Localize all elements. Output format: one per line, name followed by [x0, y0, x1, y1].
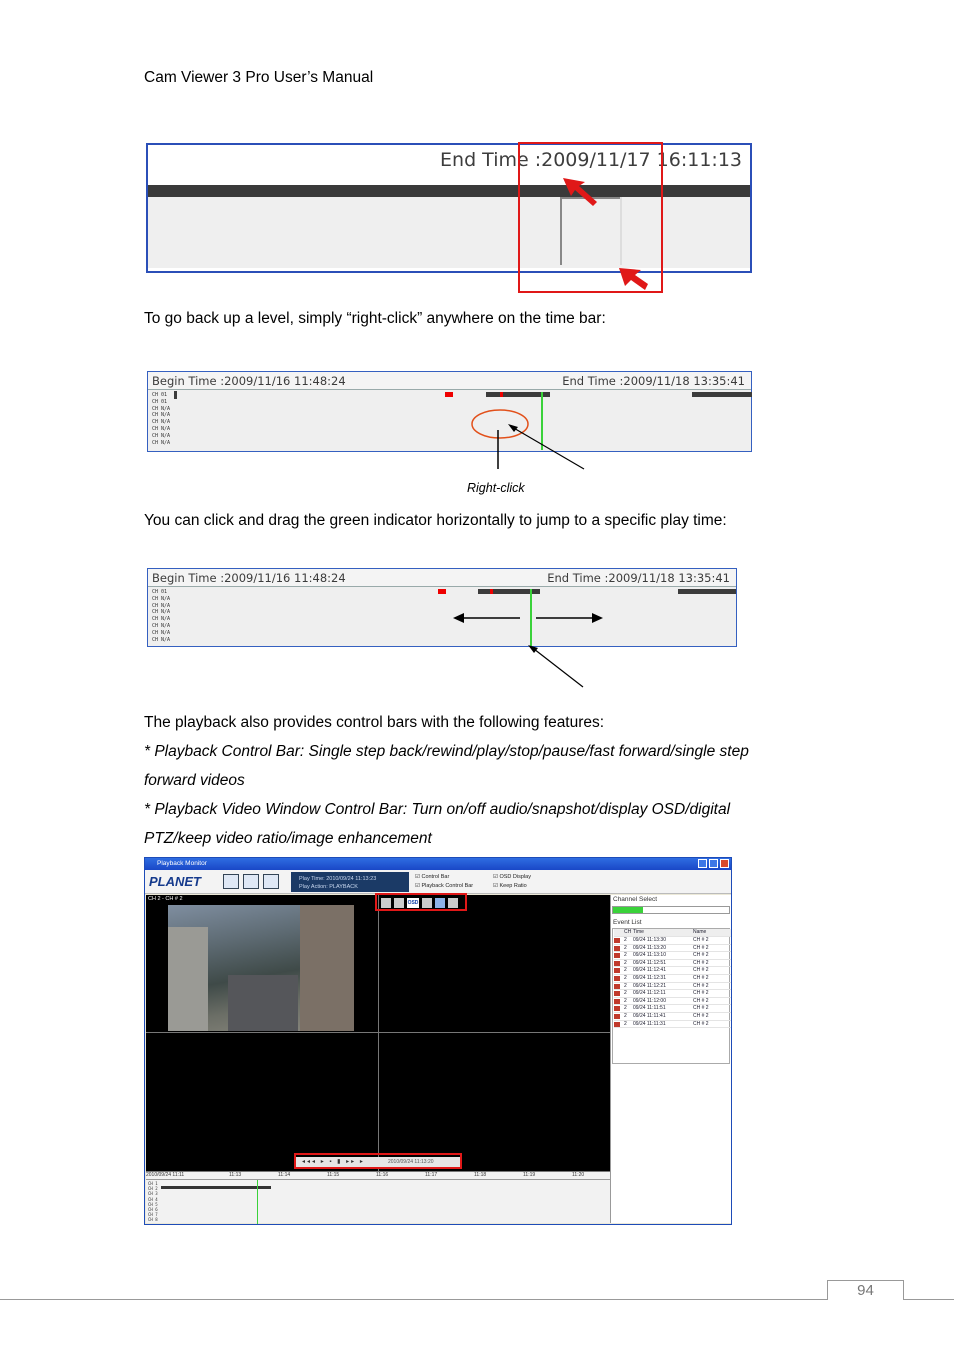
event-name: CH # 2 — [693, 959, 709, 966]
event-icon — [614, 961, 620, 966]
event-time: 09/24 11:12:11 — [633, 990, 666, 997]
close-icon[interactable] — [720, 859, 729, 868]
camera-video-frame — [168, 905, 354, 1031]
timeline-figure-drag — [147, 568, 737, 647]
play-info-panel — [291, 872, 409, 892]
event-time: 09/24 11:11:41 — [633, 1013, 666, 1019]
channel-labels: CH 01 CH N/A CH N/A CH N/A CH N/A CH N/A CH N/A CH N/A — [152, 589, 171, 643]
end-time-label: End Time :2009/11/18 13:35:41 — [562, 374, 745, 388]
event-icon — [614, 1006, 620, 1011]
event-name: CH # 2 — [693, 952, 709, 959]
event-name: CH # 2 — [693, 997, 709, 1004]
right-click-caption: Right-click — [467, 481, 525, 495]
osd-toggle-button[interactable]: OSD — [407, 900, 419, 906]
video-control-highlight — [375, 893, 467, 911]
timeline-label: 11:20 — [572, 1172, 585, 1178]
event-icon — [614, 953, 620, 958]
window-title: Playback Monitor — [157, 860, 207, 867]
end-time-label: End Time :2009/11/18 13:35:41 — [547, 571, 730, 585]
building-right — [300, 905, 354, 1031]
arrowhead-icon — [528, 645, 538, 653]
minimize-icon[interactable] — [698, 859, 707, 868]
event-name: CH # 2 — [693, 1013, 709, 1019]
grid-divider-h — [146, 1032, 610, 1033]
event-time: 09/24 11:13:10 — [633, 952, 666, 959]
event-row[interactable] — [614, 945, 732, 953]
window-titlebar — [145, 858, 731, 870]
event-row[interactable] — [614, 990, 732, 998]
timeline-label: 11:14 — [278, 1172, 291, 1178]
event-marker — [490, 589, 493, 594]
video-grid[interactable] — [146, 895, 610, 1171]
bullet-playback-control-line1: * Playback Control Bar: Single step back/rewind/play/stop/pause/fast forward/single step — [144, 743, 749, 760]
monitor-icon[interactable] — [223, 874, 239, 889]
playback-control-highlight — [294, 1153, 462, 1169]
options-col2 — [493, 873, 531, 891]
event-name: CH # 2 — [693, 1020, 709, 1027]
event-name: CH # 2 — [693, 990, 709, 997]
event-row[interactable] — [614, 1021, 732, 1029]
playback-control-bar-checkbox[interactable]: ☑ Playback Control Bar — [415, 883, 474, 889]
bullet-playback-control-line2: forward videos — [144, 772, 245, 789]
page-number: 94 — [827, 1280, 904, 1300]
maximize-icon[interactable] — [709, 859, 718, 868]
event-time: 09/24 11:11:31 — [633, 1020, 666, 1027]
event-row[interactable] — [614, 975, 732, 983]
channel-labels: CH 01 CH 01 CH N/A CH N/A CH N/A CH N/A CH N/A CH N/A — [152, 392, 171, 446]
event-time: 09/24 11:12:21 — [633, 982, 666, 989]
event-name: CH # 2 — [693, 975, 709, 981]
event-time: 09/24 11:12:51 — [633, 959, 666, 966]
event-marker — [500, 392, 503, 397]
event-ch: 2 — [624, 959, 627, 966]
event-ch: 2 — [624, 967, 627, 974]
playback-buttons-icon[interactable]: ◂◂◂ ▸ ▪ ▮ ▸▸ ▸ — [302, 1159, 365, 1165]
event-row[interactable] — [614, 960, 732, 968]
play-time: Play Time: 2010/09/24 11:13:23 — [299, 876, 377, 882]
event-time: 09/24 11:11:51 — [633, 1005, 666, 1012]
event-name: CH # 2 — [693, 982, 709, 989]
channel-select-fill — [613, 907, 643, 913]
event-icon — [614, 1014, 620, 1019]
event-icon — [614, 991, 620, 996]
event-icon — [614, 999, 620, 1004]
col-ch: CH — [624, 929, 632, 935]
timeline-label: 11:13 — [229, 1172, 242, 1178]
paragraph-drag-indicator: You can click and drag the green indicator horizontally to jump to a specific play time: — [144, 512, 727, 529]
event-icon — [614, 1022, 620, 1027]
settings-icon[interactable] — [263, 874, 279, 889]
footer-rule — [0, 1299, 954, 1300]
keep-ratio-checkbox[interactable]: ☑ Keep Ratio — [493, 883, 527, 889]
playbar-time: 2010/09/24 11:13:20 — [388, 1159, 434, 1165]
timeline-figure-right-click — [147, 371, 752, 452]
channel-osd: CH 2 - CH # 2 — [148, 896, 183, 902]
click-circle-icon — [472, 410, 528, 438]
event-ch: 2 — [624, 944, 627, 951]
event-icon — [614, 946, 620, 951]
timeline-label: 11:16 — [376, 1172, 389, 1178]
right-panel — [610, 895, 732, 1223]
timeline-header — [148, 569, 736, 587]
event-row[interactable] — [614, 952, 732, 960]
arrowhead-icon — [508, 424, 518, 432]
event-icon — [614, 938, 620, 943]
paragraph-right-click: To go back up a level, simply “right-click” anywhere on the time bar: — [144, 310, 606, 327]
road — [228, 975, 298, 1031]
grid-divider-v — [378, 895, 379, 1171]
red-arrow-up-icon — [563, 178, 597, 206]
event-row[interactable] — [614, 983, 732, 991]
timeline-label: 11:19 — [523, 1172, 536, 1178]
col-name: Name — [693, 929, 707, 935]
event-icon — [614, 984, 620, 989]
end-time-label: End Time :2009/11/17 16:11:13 — [440, 149, 742, 171]
timeline-channel-labels: CH 1 CH 2 CH 3 CH 4 CH 5 CH 6 CH 7 CH 8 — [148, 1181, 158, 1223]
timeline-header — [148, 372, 751, 390]
osd-display-checkbox[interactable]: ☑ OSD Display — [493, 874, 531, 880]
event-ch: 2 — [624, 1005, 627, 1012]
col-time: Time — [633, 929, 644, 935]
event-ch: 2 — [624, 975, 627, 981]
bullet-video-window-control-line2: PTZ/keep video ratio/image enhancement — [144, 830, 432, 847]
event-time: 09/24 11:12:31 — [633, 975, 666, 981]
right-click-annotation — [460, 405, 590, 475]
building-left — [168, 927, 208, 1031]
control-bar-checkbox[interactable]: ☑ Control Bar — [415, 874, 450, 880]
event-name: CH # 2 — [693, 1005, 709, 1012]
event-time: 09/24 11:12:00 — [633, 997, 666, 1004]
event-ch: 2 — [624, 937, 627, 943]
event-marker — [445, 392, 453, 397]
timeline-label: 11:17 — [425, 1172, 438, 1178]
event-name: CH # 2 — [693, 967, 709, 974]
play-position-indicator[interactable] — [257, 1180, 258, 1224]
arrow-right-icon — [592, 613, 603, 623]
timeline-label: 2010/09/24 11:11 — [146, 1172, 185, 1178]
event-icon — [614, 976, 620, 981]
event-time: 09/24 11:13:30 — [633, 937, 666, 943]
event-icon — [614, 968, 620, 973]
time-cursor — [174, 391, 177, 399]
paragraph-control-bars: The playback also provides control bars with the following features: — [144, 714, 605, 731]
event-ch: 2 — [624, 982, 627, 989]
begin-time-label: Begin Time :2009/11/16 11:48:24 — [152, 571, 346, 585]
recording-bar — [692, 392, 752, 397]
event-ch: 2 — [624, 952, 627, 959]
event-ch: 2 — [624, 990, 627, 997]
event-ch: 2 — [624, 1013, 627, 1019]
event-name: CH # 2 — [693, 944, 709, 951]
event-list-heading: Event List — [613, 919, 642, 926]
red-arrow-down-icon — [619, 268, 648, 290]
layout-icon[interactable] — [243, 874, 259, 889]
timeline-label: 11:18 — [474, 1172, 487, 1178]
pointer-line — [512, 427, 584, 469]
playback-monitor-screenshot — [144, 857, 732, 1225]
event-time: 09/24 11:12:41 — [633, 967, 666, 974]
channel-select-heading: Channel Select — [613, 896, 658, 903]
recording-bar — [678, 589, 736, 594]
timeline-label: 11:15 — [327, 1172, 340, 1178]
app-toolbar — [145, 870, 731, 894]
recording-bar — [161, 1186, 271, 1189]
event-time: 09/24 11:13:20 — [633, 944, 666, 951]
event-ch: 2 — [624, 1020, 627, 1027]
event-row[interactable] — [614, 967, 732, 975]
event-list — [612, 928, 730, 1064]
running-header: Cam Viewer 3 Pro User’s Manual — [144, 69, 374, 86]
options-col1 — [415, 873, 473, 891]
event-name: CH # 2 — [693, 937, 709, 943]
channel-select-bar[interactable] — [612, 906, 730, 914]
drag-annotation — [450, 605, 610, 690]
red-arrows — [555, 172, 665, 292]
arrow-left-icon — [453, 613, 464, 623]
event-ch: 2 — [624, 997, 627, 1004]
playback-timeline[interactable] — [146, 1171, 610, 1223]
event-row[interactable] — [614, 937, 732, 945]
event-row[interactable] — [614, 1005, 732, 1013]
event-marker — [438, 589, 446, 594]
event-row[interactable] — [614, 1013, 732, 1021]
planet-logo: PLANET — [149, 874, 201, 889]
timeline-time-labels — [146, 1172, 610, 1180]
event-row[interactable] — [614, 998, 732, 1006]
begin-time-label: Begin Time :2009/11/16 11:48:24 — [152, 374, 346, 388]
event-list-header — [614, 929, 732, 937]
play-action: Play Action: PLAYBACK — [299, 884, 358, 890]
bullet-video-window-control-line1: * Playback Video Window Control Bar: Turn on/off audio/snapshot/display OSD/digital — [144, 801, 731, 818]
